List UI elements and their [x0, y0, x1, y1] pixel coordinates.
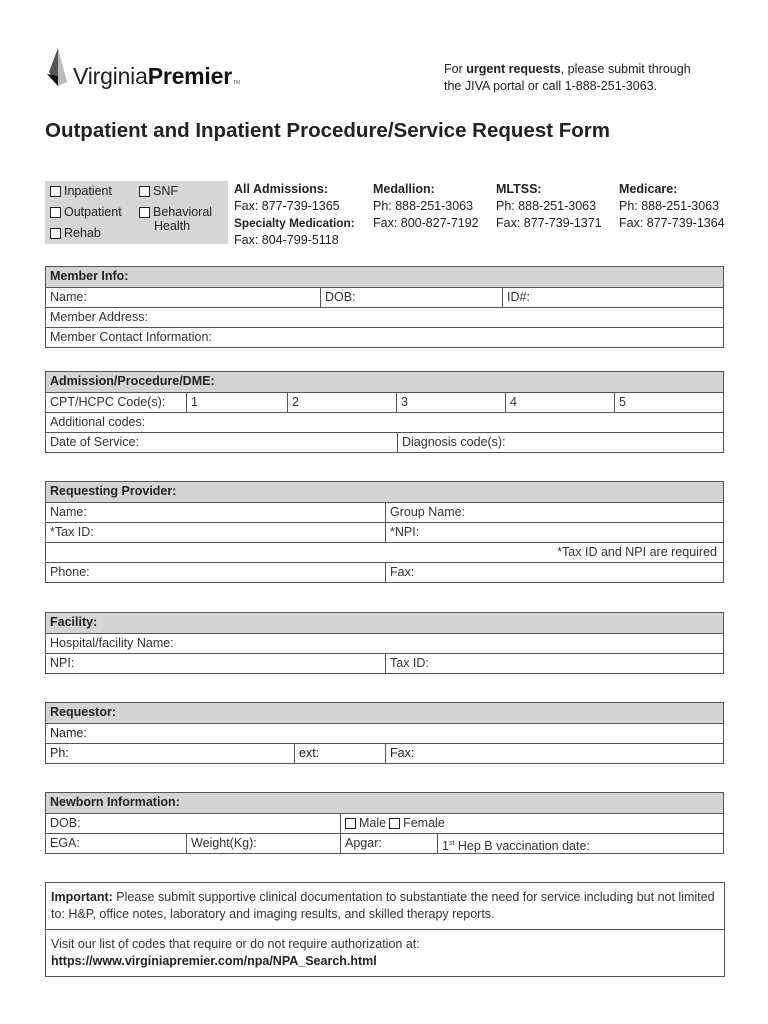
urgent-emphasis: urgent requests — [466, 62, 561, 76]
checkbox-female[interactable] — [389, 818, 400, 829]
section-header: Requesting Provider: — [46, 482, 723, 502]
cpt-code-1-field[interactable]: 1 — [186, 393, 287, 412]
option-rehab[interactable]: Rehab — [50, 226, 101, 241]
hep-b-date-field[interactable]: 1st Hep B vaccination date: — [437, 834, 723, 853]
checkbox-inpatient[interactable] — [50, 186, 61, 197]
urgent-notice: For urgent requests, please submit through the JIVA portal or call 1-888-251-3063. — [444, 62, 691, 93]
facility-name-field[interactable]: Hospital/facility Name: — [50, 636, 174, 650]
contact-mltss: MLTSS: Ph: 888-251-3063 Fax: 877-739-1371 — [496, 182, 602, 230]
option-behavioral-health[interactable]: Behavioral — [139, 205, 212, 220]
option-inpatient[interactable]: Inpatient — [50, 184, 112, 199]
requesting-provider-section — [45, 481, 724, 583]
form-row — [46, 813, 723, 833]
form-row — [46, 502, 723, 522]
form-row — [46, 833, 723, 853]
cpt-code-4-field[interactable]: 4 — [505, 393, 614, 412]
provider-npi-field[interactable]: *NPI: — [385, 523, 723, 542]
form-row — [46, 723, 723, 743]
additional-codes-field[interactable]: Additional codes: — [50, 415, 146, 429]
label-male: Male — [359, 816, 387, 830]
member-info-section — [45, 266, 724, 348]
checkbox-outpatient[interactable] — [50, 207, 61, 218]
admission-section — [45, 371, 724, 453]
provider-name-field[interactable]: Name: — [50, 505, 87, 519]
provider-group-name-field[interactable]: Group Name: — [385, 503, 723, 522]
option-behavioral-health-line2: Health — [154, 219, 191, 233]
form-row — [46, 392, 723, 412]
requestor-phone-field[interactable]: Ph: — [50, 746, 69, 760]
form-row — [46, 522, 723, 542]
form-row — [46, 307, 723, 327]
form-row — [46, 542, 723, 562]
newborn-sex-options — [340, 814, 723, 833]
form-row — [46, 327, 723, 347]
member-contact-field[interactable]: Member Contact Information: — [50, 330, 212, 344]
cpt-code-5-field[interactable]: 5 — [614, 393, 723, 412]
member-address-field[interactable]: Member Address: — [50, 310, 148, 324]
form-row — [46, 743, 723, 763]
form-row — [46, 432, 723, 452]
facility-npi-field[interactable]: NPI: — [50, 656, 75, 670]
checkbox-behavioral-health[interactable] — [139, 207, 150, 218]
section-header: Requestor: — [46, 703, 723, 723]
npa-search-link[interactable]: https://www.virginiapremier.com/npa/NPA_Search.html — [51, 954, 377, 968]
logo-word-virginia: Virginia — [73, 63, 148, 89]
contact-medallion: Medallion: Ph: 888-251-3063 Fax: 800-827-7192 — [373, 182, 479, 230]
date-of-service-field[interactable]: Date of Service: — [50, 435, 139, 449]
checkbox-snf[interactable] — [139, 186, 150, 197]
newborn-weight-field[interactable]: Weight(Kg): — [186, 834, 340, 853]
requestor-name-field[interactable]: Name: — [50, 726, 87, 740]
facility-tax-id-field[interactable]: Tax ID: — [385, 654, 723, 673]
option-outpatient[interactable]: Outpatient — [50, 205, 122, 220]
required-note: *Tax ID and NPI are required — [557, 545, 717, 559]
option-snf[interactable]: SNF — [139, 184, 178, 199]
newborn-dob-field[interactable]: DOB: — [50, 816, 81, 830]
logo-mark-icon — [45, 46, 71, 90]
contact-all-admissions: All Admissions: Fax: 877-739-1365 Specialty Medication: Fax: 804-799-5118 — [234, 182, 355, 247]
request-type-panel — [45, 181, 228, 244]
visit-note: Visit our list of codes that require or do not require authorization at: https://www.virginiapremier.com/npa/NPA_Search.html — [51, 937, 420, 968]
requestor-section — [45, 702, 724, 764]
facility-section — [45, 612, 724, 674]
form-row — [46, 412, 723, 432]
section-header: Facility: — [46, 613, 723, 633]
member-name-field[interactable]: Name: — [50, 290, 87, 304]
form-row — [46, 287, 723, 307]
form-row — [46, 653, 723, 673]
contact-medicare: Medicare: Ph: 888-251-3063 Fax: 877-739-1364 — [619, 182, 725, 230]
notes-box — [45, 882, 725, 977]
page-title: Outpatient and Inpatient Procedure/Service Request Form — [45, 119, 611, 142]
newborn-apgar-field[interactable]: Apgar: — [340, 834, 437, 853]
provider-tax-id-field[interactable]: *Tax ID: — [50, 525, 94, 539]
cpt-code-2-field[interactable]: 2 — [287, 393, 396, 412]
logo-trademark: TM — [232, 80, 241, 86]
label-female: Female — [403, 816, 445, 830]
member-id-field[interactable]: ID#: — [502, 288, 723, 307]
provider-phone-field[interactable]: Phone: — [50, 565, 90, 579]
newborn-section — [45, 792, 724, 854]
logo-word-premier: Premier — [147, 63, 232, 89]
requestor-fax-field[interactable]: Fax: — [385, 744, 723, 763]
diagnosis-codes-field[interactable]: Diagnosis code(s): — [397, 433, 723, 452]
cpt-code-3-field[interactable]: 3 — [396, 393, 505, 412]
checkbox-male[interactable] — [345, 818, 356, 829]
provider-fax-field[interactable]: Fax: — [385, 563, 723, 582]
form-row — [46, 633, 723, 653]
section-header: Newborn Information: — [46, 793, 723, 813]
important-note: Important: Please submit supportive clinical documentation to substantiate the need for service including but not limited to: H&P, office notes, laboratory and imaging results, and skilled therapy reports. — [46, 883, 724, 930]
cpt-label: CPT/HCPC Code(s): — [50, 395, 166, 409]
checkbox-rehab[interactable] — [50, 228, 61, 239]
virginia-premier-logo — [45, 46, 240, 90]
requestor-ext-field[interactable]: ext: — [294, 744, 385, 763]
member-dob-field[interactable]: DOB: — [320, 288, 502, 307]
section-header: Member Info: — [46, 267, 723, 287]
section-header: Admission/Procedure/DME: — [46, 372, 723, 392]
form-row — [46, 562, 723, 582]
newborn-ega-field[interactable]: EGA: — [50, 836, 80, 850]
